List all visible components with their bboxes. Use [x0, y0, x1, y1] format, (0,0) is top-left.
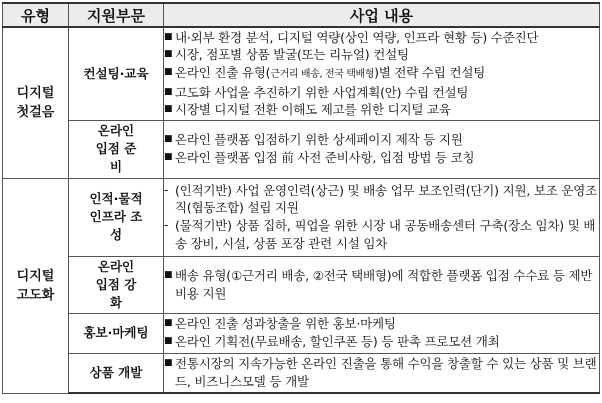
dept-cell-marketing: 홍보·마케팅	[69, 313, 164, 353]
type-cell-digital-advance	[3, 178, 69, 393]
item-text: 온라인 플랫폼 입점하기 위한 상세페이지 제작 등 지원	[175, 132, 463, 148]
list-item	[164, 84, 599, 102]
square-bullet-icon: ■	[164, 49, 173, 60]
item-text: 온라인 진출 성과창출을 위한 홍보·마케팅	[175, 316, 396, 332]
dept-cell-online-entry-prep	[69, 120, 164, 178]
square-bullet-icon: ■	[164, 104, 173, 115]
list-item	[164, 267, 599, 302]
list-item	[164, 182, 599, 217]
item-text: 시장, 점포별 상품 발굴(또는 리뉴얼) 컨설팅	[175, 47, 409, 63]
square-bullet-icon: ■	[164, 269, 173, 280]
item-text: (물적기반) 상품 집하, 픽업을 위한 시장 내 공동배송센터 구축(장소 임차) 및 배송 장비, 시설, 상품 포장 관련 시설 임차	[175, 218, 596, 251]
table-row	[3, 27, 600, 120]
dept-label: 인적·물적 인프라 조성	[89, 191, 143, 242]
table-row	[3, 256, 600, 313]
header-content: 사업 내용	[164, 3, 600, 27]
header-dept: 지원부문	[69, 3, 164, 27]
content-cell	[164, 178, 600, 256]
header-type: 유형	[3, 3, 69, 27]
square-bullet-icon: ■	[164, 358, 173, 369]
list-item	[164, 64, 599, 84]
dept-label: 온라인 입점 준비	[95, 123, 137, 174]
item-text: 내·외부 환경 분석, 디지털 역량(상인 역량, 인프라 현황 등) 수준진단	[175, 29, 539, 45]
content-cell	[164, 256, 600, 313]
square-bullet-icon: ■	[164, 152, 173, 162]
item-text: 전통시장의 지속가능한 온라인 진출을 통해 수익을 창출할 수 있는 상품 및 브랜드, 비즈니스모델 등 개발	[175, 356, 597, 389]
list-item	[164, 355, 599, 390]
type-label: 디지털 첫걸음	[16, 85, 55, 120]
header-row	[3, 3, 600, 27]
program-table	[2, 2, 600, 394]
list-item	[164, 101, 599, 119]
table-row	[3, 178, 600, 256]
item-text-part: )별 전략 수립 컨설팅	[374, 64, 486, 80]
item-text: 온라인 플랫폼 입점 前 사전 준비사항, 입점 방법 등 코칭	[175, 150, 475, 165]
table-row	[3, 120, 600, 178]
content-cell	[164, 120, 600, 178]
content-cell	[164, 313, 600, 353]
item-text: 배송 유형(①근거리 배송, ②전국 택배형)에 적합한 플랫폼 입점 수수료 등 제반 비용 지원	[175, 267, 593, 301]
item-text: (인적기반) 사업 운영인력(상근) 및 배송 업무 보조인력(단기) 지원, 보조 운영조직(협동조합) 설립 지원	[175, 182, 598, 216]
square-bullet-icon: ■	[164, 134, 173, 145]
dept-label: 온라인 입점 강화	[95, 258, 137, 310]
item-text	[175, 64, 599, 84]
type-cell-digital-first-step	[3, 27, 69, 178]
dept-cell-infrastructure	[69, 178, 164, 256]
item-text: 시장별 디지털 전환 이해도 제고를 위한 디지털 교육	[175, 102, 451, 118]
square-bullet-icon: ■	[164, 86, 173, 97]
table-row	[3, 353, 600, 393]
list-item	[164, 131, 599, 149]
type-label: 디지털 고도화	[16, 268, 55, 303]
square-bullet-icon: ■	[164, 66, 173, 77]
item-text: 고도화 사업을 추진하기 위한 사업계획(안) 수립 컨설팅	[175, 84, 469, 100]
dept-cell-product-dev: 상품 개발	[69, 353, 164, 393]
square-bullet-icon: ■	[164, 318, 173, 329]
square-bullet-icon: ■	[164, 336, 173, 346]
square-bullet-icon: ■	[164, 31, 173, 42]
item-text-part: 온라인 진출 유형(	[175, 64, 271, 80]
list-item	[164, 333, 599, 351]
dash-bullet-icon: -	[164, 218, 169, 232]
item-text-small: 근거리 배송, 전국 택배형	[270, 68, 375, 80]
list-item	[164, 149, 599, 167]
content-cell	[164, 27, 600, 120]
dept-cell-online-entry-strengthen	[69, 256, 164, 313]
list-item	[164, 315, 599, 333]
list-item	[164, 46, 599, 64]
content-cell	[164, 353, 600, 393]
dept-cell-consulting: 컨설팅·교육	[69, 27, 164, 120]
dash-bullet-icon: -	[164, 182, 169, 197]
table-row	[3, 313, 600, 353]
list-item	[164, 29, 599, 47]
item-text: 온라인 기획전(무료배송, 할인쿠폰 등) 등 판촉 프로모션 개최	[175, 334, 500, 349]
list-item	[164, 217, 599, 252]
